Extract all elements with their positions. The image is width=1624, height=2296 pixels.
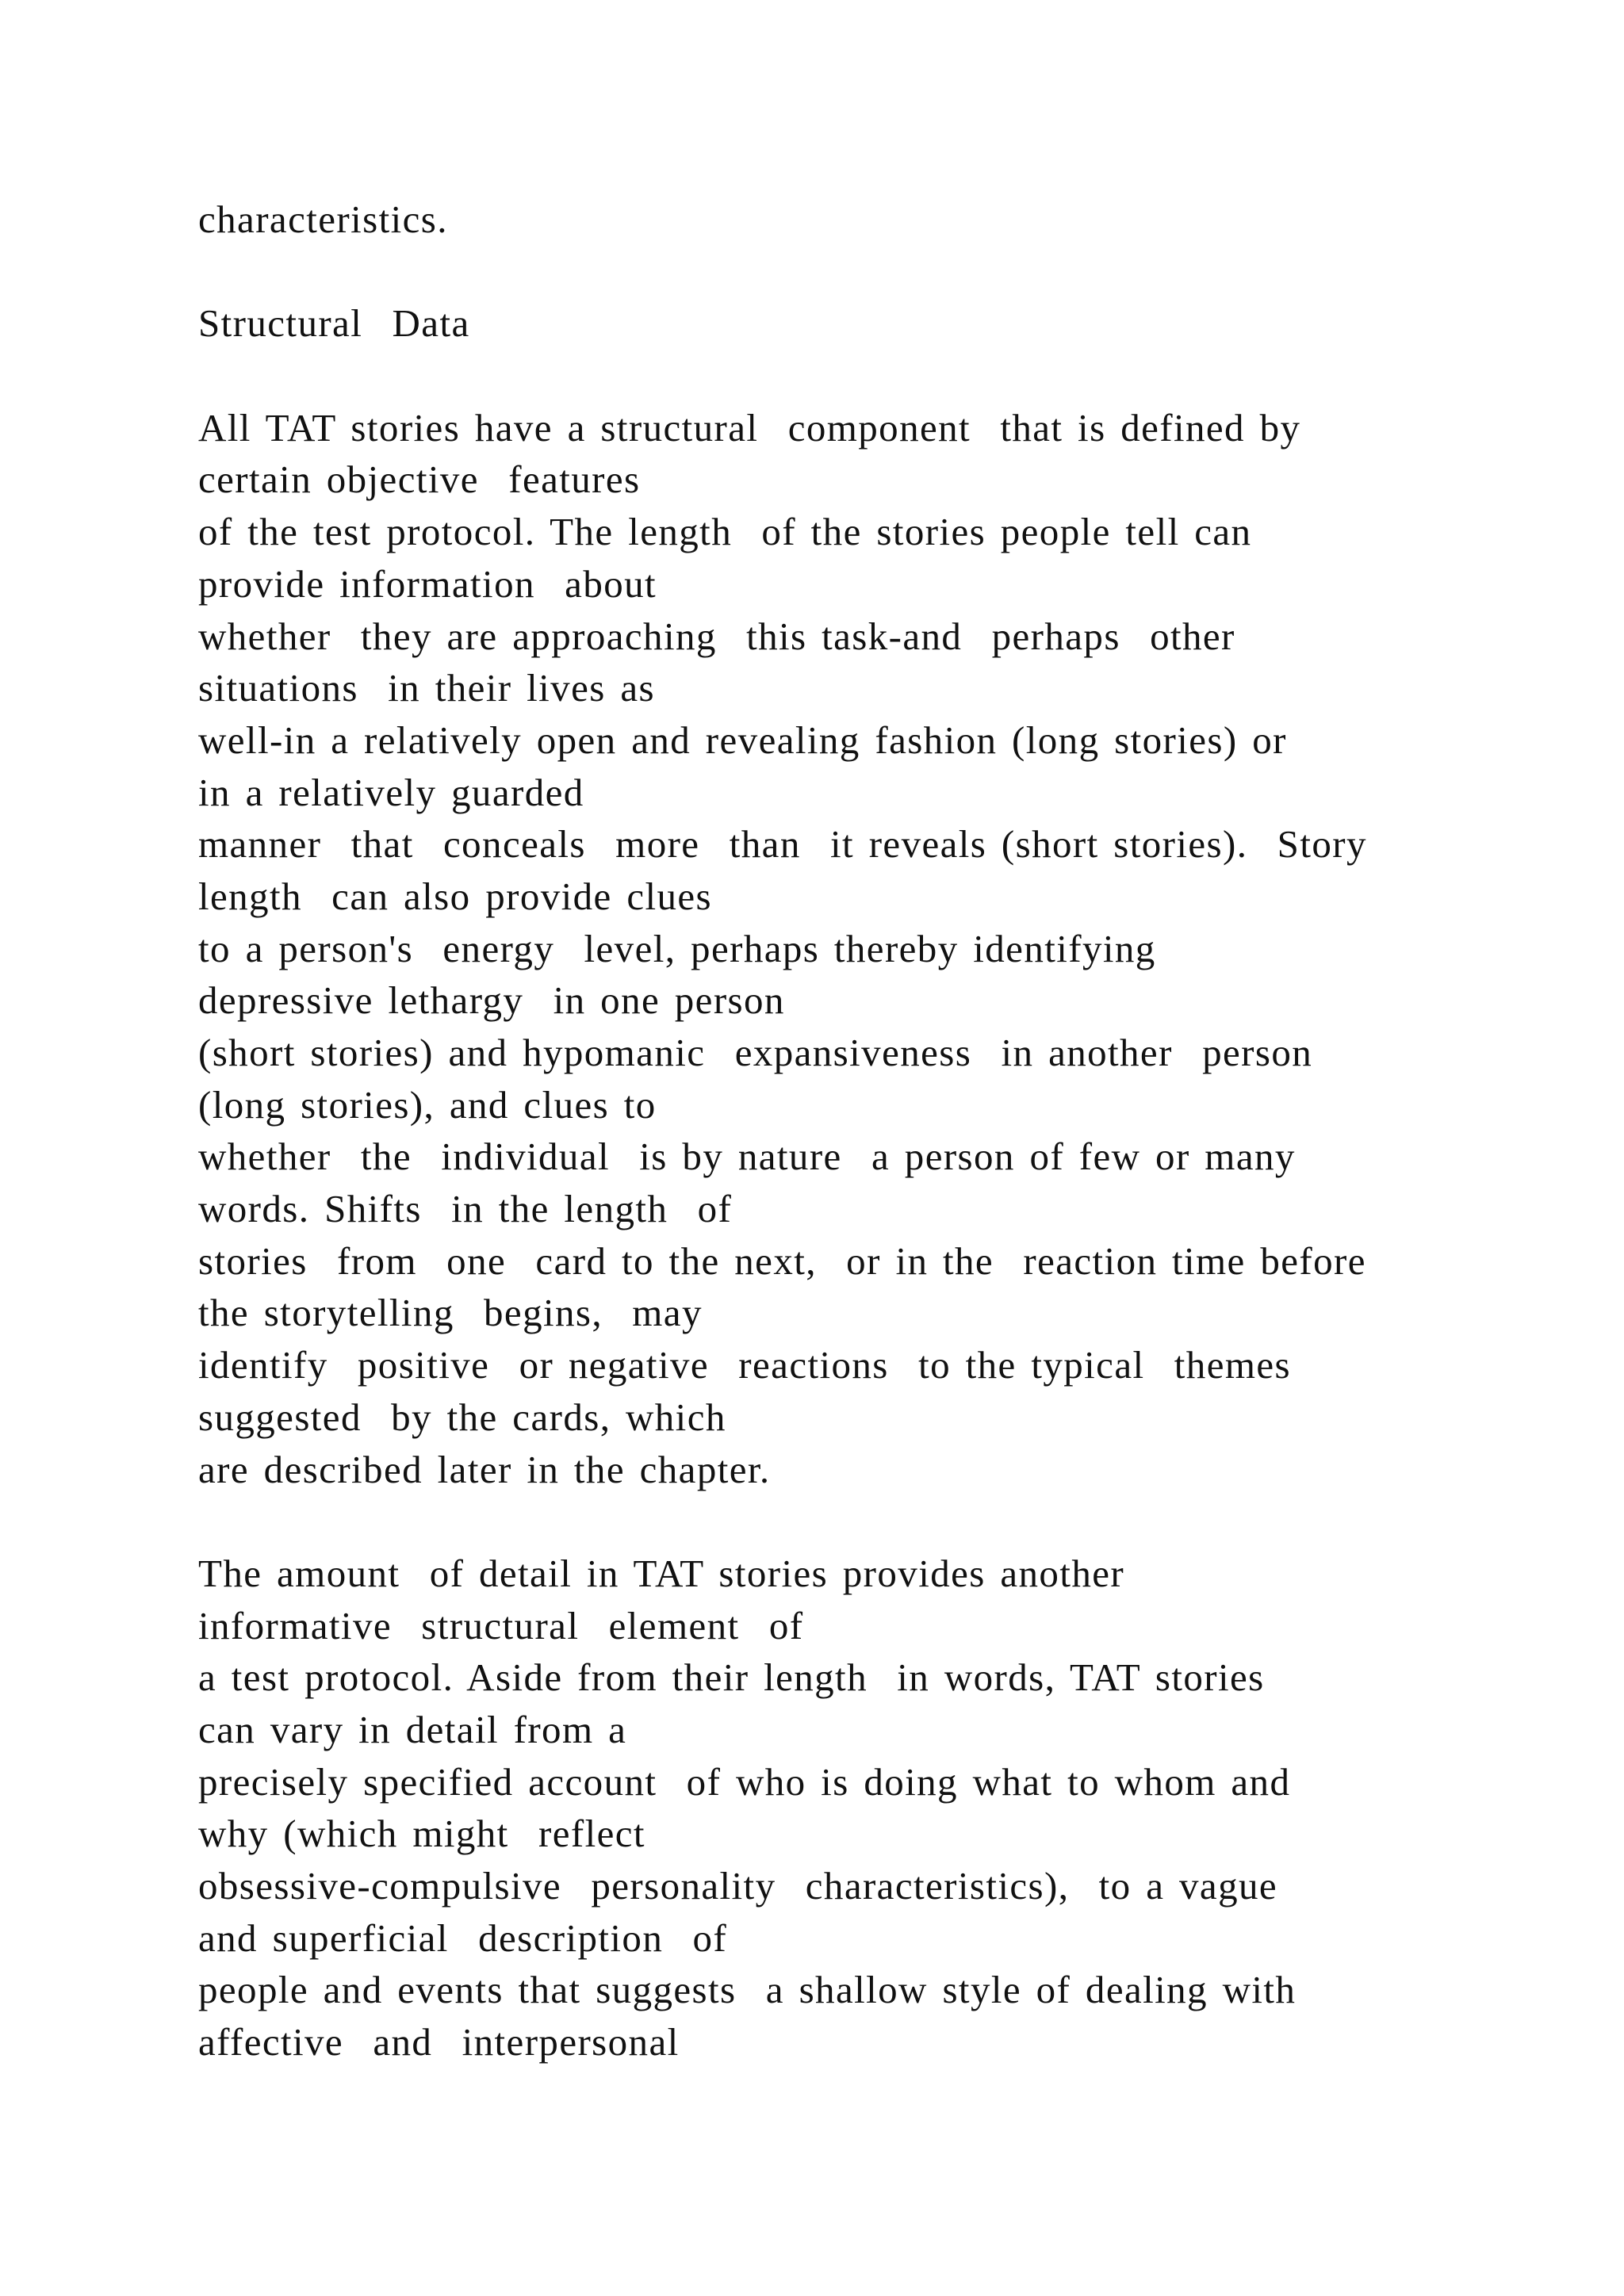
text-line: to a person's energy level, perhaps thereby identifying [198,926,1156,970]
paragraph-gap [198,246,1507,298]
text-line: and superficial description of [198,1915,728,1960]
text-line: of the test protocol. The length of the stories people tell can [198,510,1252,554]
text-line: people and events that suggests a shallow style of dealing with [198,1968,1297,2012]
paragraph [198,193,1507,246]
text-line: certain objective features [198,457,641,502]
text-line: a test protocol. Aside from their length in words, TAT stories [198,1655,1265,1700]
text-line: informative structural element of [198,1603,804,1647]
document-body [198,193,1507,2068]
text-line: words. Shifts in the length of [198,1187,733,1231]
text-line: the storytelling begins, may [198,1291,703,1335]
paragraph [198,297,1507,350]
text-line: obsessive-compulsive personality characteristics), to a vague [198,1864,1278,1908]
text-line: well-in a relatively open and revealing fashion (long stories) or [198,718,1287,762]
text-line: affective and interpersonal [198,2020,680,2064]
text-line: situations in their lives as [198,666,655,710]
text-line: provide information about [198,561,657,606]
text-line: stories from one card to the next, or in the reaction time before [198,1238,1366,1283]
text-line: The amount of detail in TAT stories provides another [198,1551,1125,1595]
text-line: identify positive or negative reactions to the typical themes [198,1343,1291,1387]
paragraph-gap [198,350,1507,402]
text-line: manner that conceals more than it reveals (short stories). Story [198,822,1367,867]
paragraph-gap [198,1495,1507,1548]
text-line: Structural Data [198,301,470,346]
text-line: All TAT stories have a structural component that is defined by [198,405,1301,450]
text-line: suggested by the cards, which [198,1395,726,1439]
text-line: characteristics. [198,197,448,241]
paragraph [198,1548,1507,2068]
text-line: in a relatively guarded [198,770,584,814]
text-line: why (which might reflect [198,1812,645,1856]
text-line: depressive lethargy in one person [198,978,785,1023]
text-line: whether they are approaching this task-and perhaps other [198,614,1235,658]
text-line: length can also provide clues [198,874,713,918]
text-line: can vary in detail from a [198,1707,627,1751]
text-line: are described later in the chapter. [198,1447,771,1491]
text-line: (long stories), and clues to [198,1082,657,1127]
paragraph [198,402,1507,1495]
text-line: precisely specified account of who is doing what to whom and [198,1759,1291,1804]
text-line: whether the individual is by nature a person of few or many [198,1135,1296,1179]
text-line: (short stories) and hypomanic expansiveness in another person [198,1031,1313,1074]
